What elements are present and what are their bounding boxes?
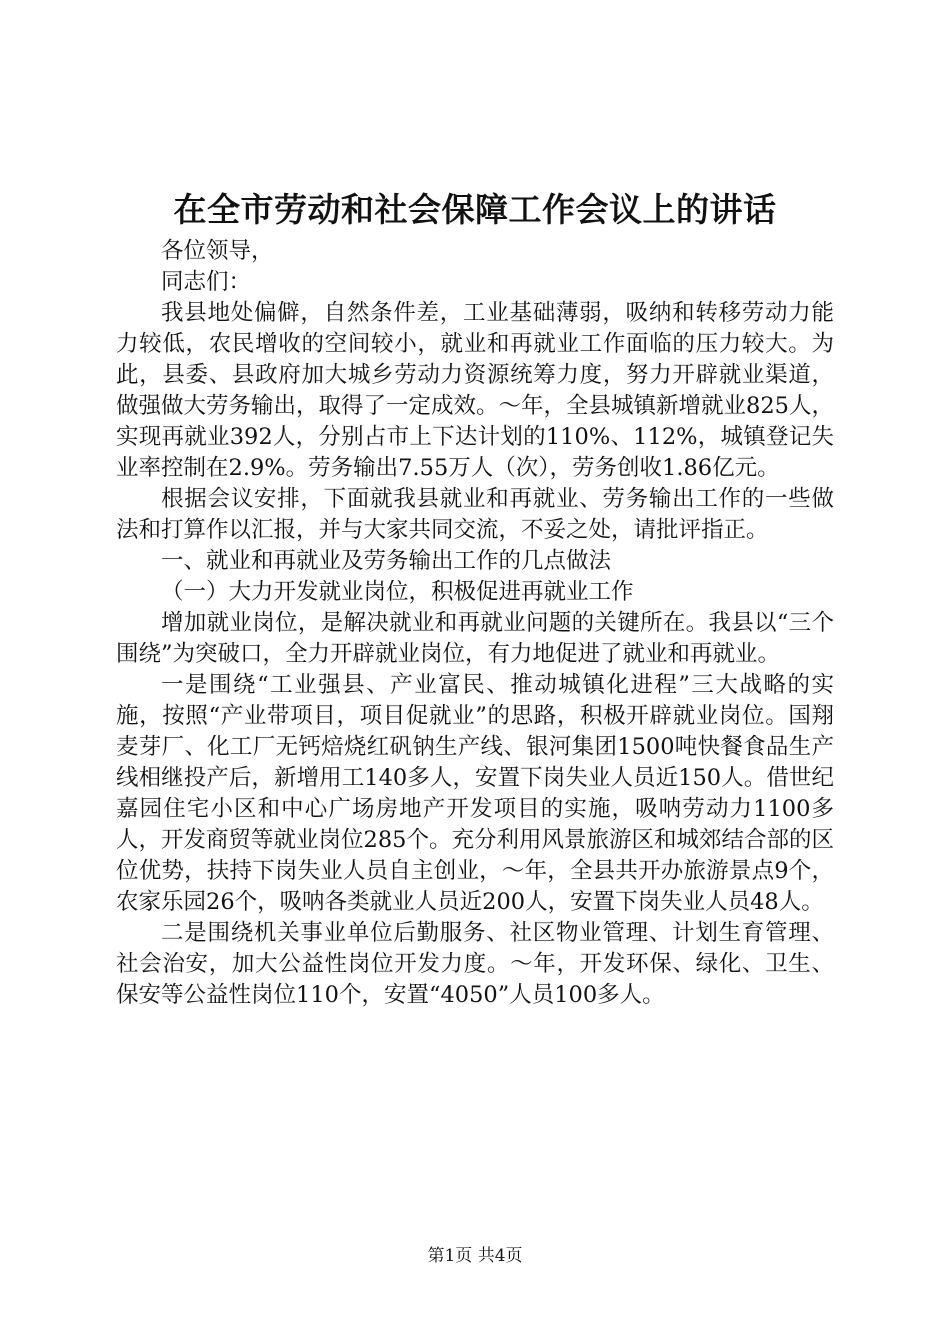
document-body — [116, 236, 834, 1011]
paragraph-point-two: 二是围绕机关事业单位后勤服务、社区物业管理、计划生育管理、社会治安，加大公益性岗位开发力度。～年，开发环保、绿化、卫生、保安等公益性岗位110个，安置“4050”人员100多人。 — [116, 920, 834, 1008]
document-title: 在全市劳动和社会保障工作会议上的讲话 — [173, 190, 777, 229]
salutation-comrades: 同志们： — [161, 269, 252, 295]
paragraph-arrangement: 根据会议安排，下面就我县就业和再就业、劳务输出工作的一些做法和打算作以汇报，并与大家共同交流，不妥之处，请批评指正。 — [116, 486, 834, 543]
paragraph-jobs-key: 增加就业岗位，是解决就业和再就业问题的关键所在。我县以“三个围绕”为突破口，全力开辟就业岗位，有力地促进了就业和再就业。 — [116, 610, 834, 667]
page-footer: 第1页 共4页 — [427, 1246, 523, 1266]
subsection-heading-1: （一）大力开发就业岗位，积极促进再就业工作 — [161, 579, 634, 605]
paragraph-point-one: 一是围绕“工业强县、产业富民、推动城镇化进程”三大战略的实施，按照“产业带项目，项目促就业”的思路，积极开辟就业岗位。国翔麦芽厂、化工厂无钙焙烧红矾钠生产线、银河集团1500吨快餐食品生产线相继投产后，新增用工140多人，安置下岗失业人员近150人。借世纪嘉园住宅小区和中心广场房地产开发项目的实施，吸呐劳动力1100多人，开发商贸等就业岗位285个。充分利用风景旅游区和城郊结合部的区位优势，扶持下岗失业人员自主创业，～年，全县共开办旅游景点9个，农家乐园26个，吸呐各类就业人员近200人，安置下岗失业人员48人。 — [116, 672, 834, 915]
section-heading-1: 一、就业和再就业及劳务输出工作的几点做法 — [161, 548, 612, 574]
salutation-leaders: 各位领导， — [161, 238, 274, 264]
paragraph-overview: 我县地处偏僻，自然条件差，工业基础薄弱，吸纳和转移劳动力能力较低，农民增收的空间较小，就业和再就业工作面临的压力较大。为此，县委、县政府加大城乡劳动力资源统筹力度，努力开辟就业渠道，做强做大劳务输出，取得了一定成效。～年，全县城镇新增就业825人，实现再就业392人，分别占市上下达计划的110%、112%，城镇登记失业率控制在2.9%。劳务输出7.55万人（次），劳务创收1.86亿元。 — [116, 300, 834, 481]
